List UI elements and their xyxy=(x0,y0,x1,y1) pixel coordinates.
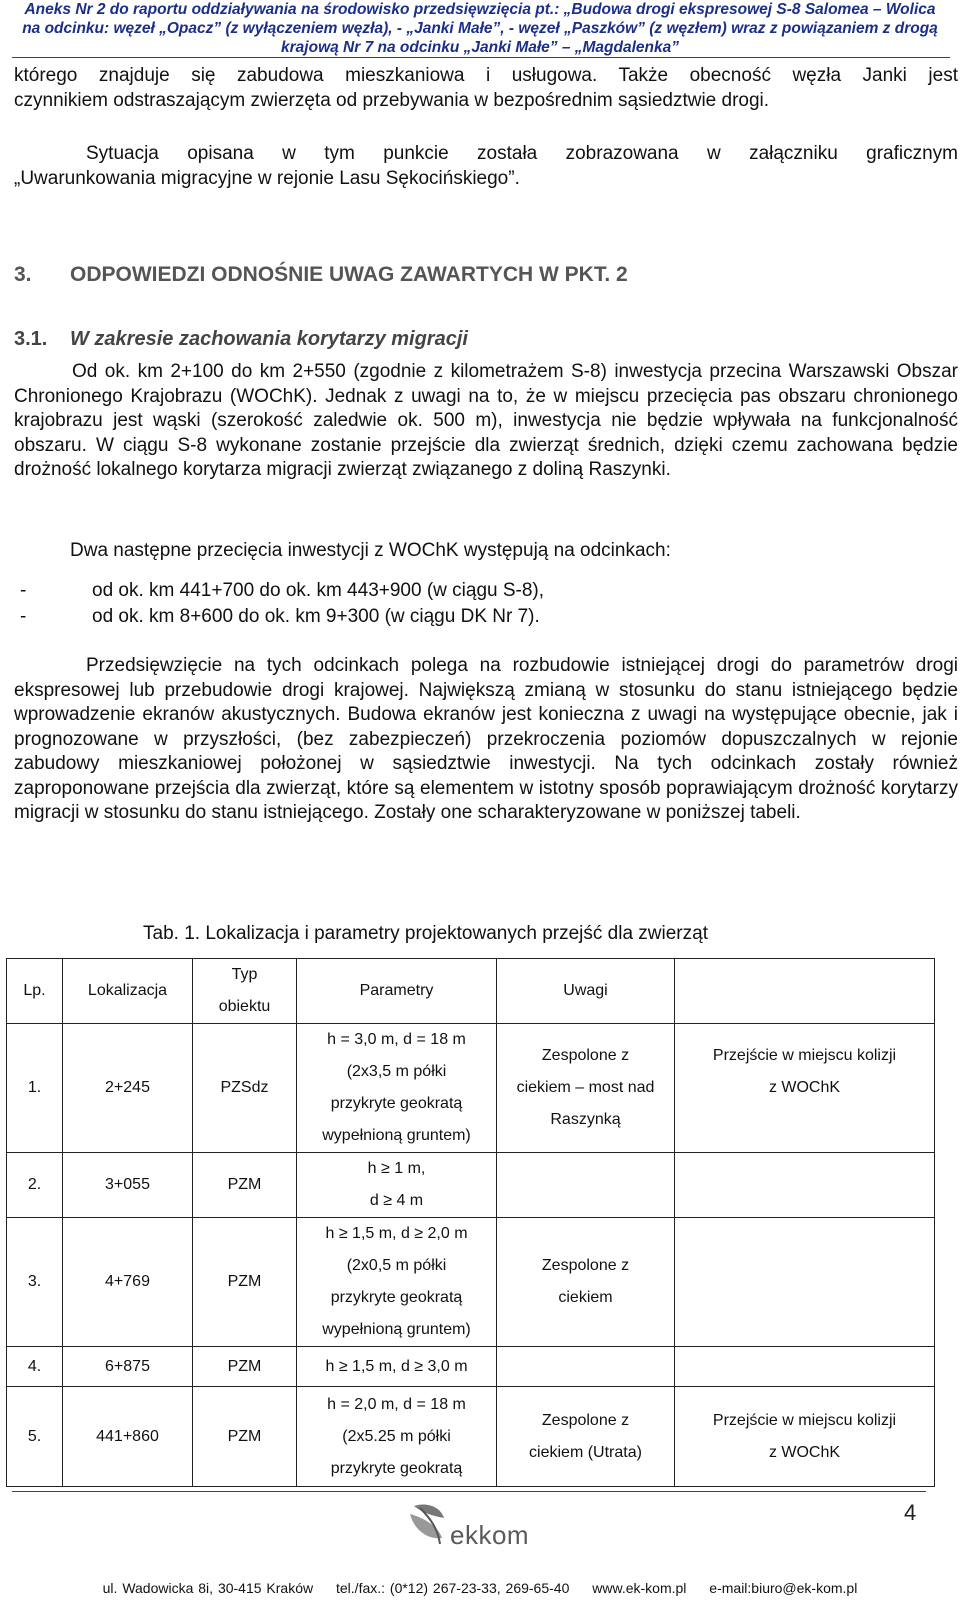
table-row xyxy=(7,1153,935,1218)
sytuacja-line-2: „Uwarunkowania migracyjne w rejonie Lasu Sękocińskiego”. xyxy=(14,167,520,189)
footer-divider xyxy=(12,1491,926,1492)
header-uwagi: Uwagi xyxy=(497,959,675,1024)
cell-lokalizacja: 3+055 xyxy=(63,1153,193,1218)
cell-uwagi xyxy=(497,1387,675,1487)
parametry-line: (2x3,5 m półki xyxy=(346,1063,447,1080)
header-typ-obiektu xyxy=(193,959,297,1024)
intro-line-1: którego znajduje się zabudowa mieszkaniowa i usługowa. Także obecność węzła Janki jest xyxy=(14,65,958,86)
cell-extra xyxy=(675,1024,935,1153)
page-number: 4 xyxy=(904,1500,917,1525)
footer-email: e-mail:biuro@ek-kom.pl xyxy=(709,1580,858,1596)
cell-parametry xyxy=(297,1153,497,1218)
header-line-2: na odcinku: węzeł „Opacz” (z wyłączeniem węzła), - „Janki Małe”, - węzeł „Paszków” (z węzłem) wraz z powiązaniem z drogą xyxy=(22,20,938,37)
extra-line: Przejście w miejscu kolizji xyxy=(712,1411,897,1429)
sytuacja-line-1: Sytuacja opisana w tym punkcie została zobrazowana w załączniku graficznym xyxy=(86,143,958,164)
cell-typ: PZM xyxy=(193,1387,297,1487)
intro-line-2: czynnikiem odstraszającym zwierzęta od przebywania w bezpośrednim sąsiedztwie drogi. xyxy=(14,89,770,111)
logo-wordmark: ekkom xyxy=(450,1520,530,1550)
extra-line: z WOChK xyxy=(768,1443,841,1461)
cell-typ: PZM xyxy=(193,1218,297,1347)
footer-contact xyxy=(0,1580,960,1596)
header-line-3: krajową Nr 7 na odcinku „Janki Małe” – „Magdalenka” xyxy=(281,39,679,56)
paragraph-project-description: Przedsięwzięcie na tych odcinkach polega na rozbudowie istniejącej drogi do parametrów drogi ekspresowej lub przebudowie drogi krajowej. Największą zmianą w stosunku do stanu istniejącego będzie wprowadzenie ekranów akustycznych. Budowa ekranów jest konieczna z uwagi na występujące obecnie, jak i prognozowane w przyszłości, (bez zabezpieczeń) przekroczenia poziomów dopuszczalnych w rejonie zabudowy mieszkaniowej położonej w sąsiedztwie inwestycji. Na tych odcinkach zostały również zaproponowane przejścia dla zwierząt, które są elementem w istotny sposób poprawiającym drożność korytarzy migracji w stosunku do stanu istniejącego. Zostały one scharakteryzowane w poniższej tabeli. xyxy=(14,655,958,823)
cell-extra xyxy=(675,1347,935,1387)
table-row xyxy=(7,1024,935,1153)
cell-extra xyxy=(675,1153,935,1218)
intro-paragraph xyxy=(14,64,958,113)
cell-lp: 1. xyxy=(7,1024,63,1153)
header-parametry: Parametry xyxy=(297,959,497,1024)
list-bullet-2: - xyxy=(20,606,27,627)
cell-lokalizacja: 4+769 xyxy=(63,1218,193,1347)
parametry-line: h ≥ 1,5 m, d ≥ 2,0 m xyxy=(325,1225,468,1242)
header-typ-line-2: obiektu xyxy=(218,998,271,1015)
parametry-line: wypełnioną gruntem) xyxy=(322,1127,471,1144)
parametry-line: h = 2,0 m, d = 18 m xyxy=(327,1395,466,1413)
cell-uwagi xyxy=(497,1153,675,1218)
cell-lp: 3. xyxy=(7,1218,63,1347)
table-row xyxy=(7,1218,935,1347)
parametry-line: przykryte geokratą xyxy=(330,1095,463,1112)
section-3-1-heading xyxy=(14,328,468,351)
cell-lokalizacja: 6+875 xyxy=(63,1347,193,1387)
crossings-table xyxy=(6,958,935,1487)
cell-typ: PZM xyxy=(193,1347,297,1387)
section-3-title: ODPOWIEDZI ODNOŚNIE UWAG ZAWARTYCH W PKT. 2 xyxy=(70,263,628,286)
list-bullet-1: - xyxy=(20,580,27,601)
cell-parametry xyxy=(297,1218,497,1347)
cell-lokalizacja: 2+245 xyxy=(63,1024,193,1153)
cell-lokalizacja: 441+860 xyxy=(63,1387,193,1487)
cell-extra xyxy=(675,1387,935,1487)
cell-uwagi xyxy=(497,1218,675,1347)
table-caption: Tab. 1. Lokalizacja i parametry projektowanych przejść dla zwierząt xyxy=(143,923,708,944)
footer-address: ul. Wadowicka 8i, 30-415 Kraków xyxy=(102,1580,314,1596)
cell-typ: PZSdz xyxy=(193,1024,297,1153)
parametry-line: przykryte geokratą xyxy=(330,1289,463,1306)
cell-typ: PZM xyxy=(193,1153,297,1218)
cell-lp: 2. xyxy=(7,1153,63,1218)
section-3-heading xyxy=(14,263,628,287)
header-divider xyxy=(12,57,950,58)
table-row xyxy=(7,1347,935,1387)
section-3-1-title: W zakresie zachowania korytarzy migracji xyxy=(70,328,468,350)
extra-line: z WOChK xyxy=(768,1079,841,1096)
parametry-line: h ≥ 1 m, xyxy=(367,1160,426,1177)
uwagi-line: Raszynką xyxy=(550,1111,621,1128)
parametry-line: wypełnioną gruntem) xyxy=(322,1321,471,1338)
paragraph-next-crossings: Dwa następne przecięcia inwestycji z WOChK występują na odcinkach: xyxy=(70,540,671,561)
uwagi-line: Zespolone z xyxy=(541,1411,630,1429)
sytuacja-paragraph xyxy=(14,142,958,191)
cell-uwagi xyxy=(497,1024,675,1153)
cell-lp: 4. xyxy=(7,1347,63,1387)
uwagi-line: ciekiem xyxy=(558,1289,613,1306)
parametry-line: przykryte geokratą xyxy=(330,1459,463,1477)
header-typ-line-1: Typ xyxy=(231,966,258,983)
section-3-number: 3. xyxy=(14,263,32,286)
list-item-1: od ok. km 441+700 do ok. km 443+900 (w ciągu S-8), xyxy=(92,580,545,601)
parametry-line: d ≥ 4 m xyxy=(369,1192,424,1209)
cell-lp: 5. xyxy=(7,1387,63,1487)
uwagi-line: ciekiem – most nad xyxy=(516,1079,655,1096)
uwagi-line: ciekiem (Utrata) xyxy=(529,1443,642,1461)
cell-parametry xyxy=(297,1024,497,1153)
cell-extra xyxy=(675,1218,935,1347)
header-extra xyxy=(675,959,935,1024)
header-lokalizacja: Lokalizacja xyxy=(63,959,193,1024)
parametry-line: (2x5.25 m półki xyxy=(342,1427,451,1445)
uwagi-line: Zespolone z xyxy=(541,1047,630,1064)
parametry-line: (2x0,5 m półki xyxy=(346,1257,447,1274)
list-item-2: od ok. km 8+600 do ok. km 9+300 (w ciągu DK Nr 7). xyxy=(92,606,540,627)
paragraph-woChk-crossing: Od ok. km 2+100 do km 2+550 (zgodnie z kilometrażem S-8) inwestycja przecina Warszawski Obszar Chronionego Krajobrazu (WOChK). Jednak z uwagi na to, że w miejscu przecięcia pas obszaru chronionego krajobrazu jest wąski (szerokość zaledwie ok. 500 m), inwestycja nie będzie wpływała na funkcjonalność obszaru. W ciągu S-8 wykonane zostanie przejście dla zwierząt średnich, dzięki czemu zachowana będzie drożność lokalnego korytarza migracji zwierząt związanego z doliną Raszynki. xyxy=(14,361,958,480)
header-lp: Lp. xyxy=(7,959,63,1024)
cell-parametry xyxy=(297,1387,497,1487)
footer-website: www.ek-kom.pl xyxy=(592,1580,687,1596)
extra-line: Przejście w miejscu kolizji xyxy=(712,1047,897,1064)
table-header-row xyxy=(7,959,935,1024)
cell-parametry: h ≥ 1,5 m, d ≥ 3,0 m xyxy=(297,1347,497,1387)
section-3-1-number: 3.1. xyxy=(14,328,48,350)
table-row xyxy=(7,1387,935,1487)
header-line-1: Aneks Nr 2 do raportu oddziaływania na środowisko przedsięwzięcia pt.: „Budowa drogi ekspresowej S-8 Salomea – Wolica xyxy=(24,1,936,18)
cell-uwagi xyxy=(497,1347,675,1387)
uwagi-line: Zespolone z xyxy=(541,1257,630,1274)
document-header xyxy=(0,0,960,54)
footer-phone: tel./fax.: (0*12) 267-23-33, 269-65-40 xyxy=(336,1580,570,1596)
parametry-line: h = 3,0 m, d = 18 m xyxy=(327,1031,466,1048)
